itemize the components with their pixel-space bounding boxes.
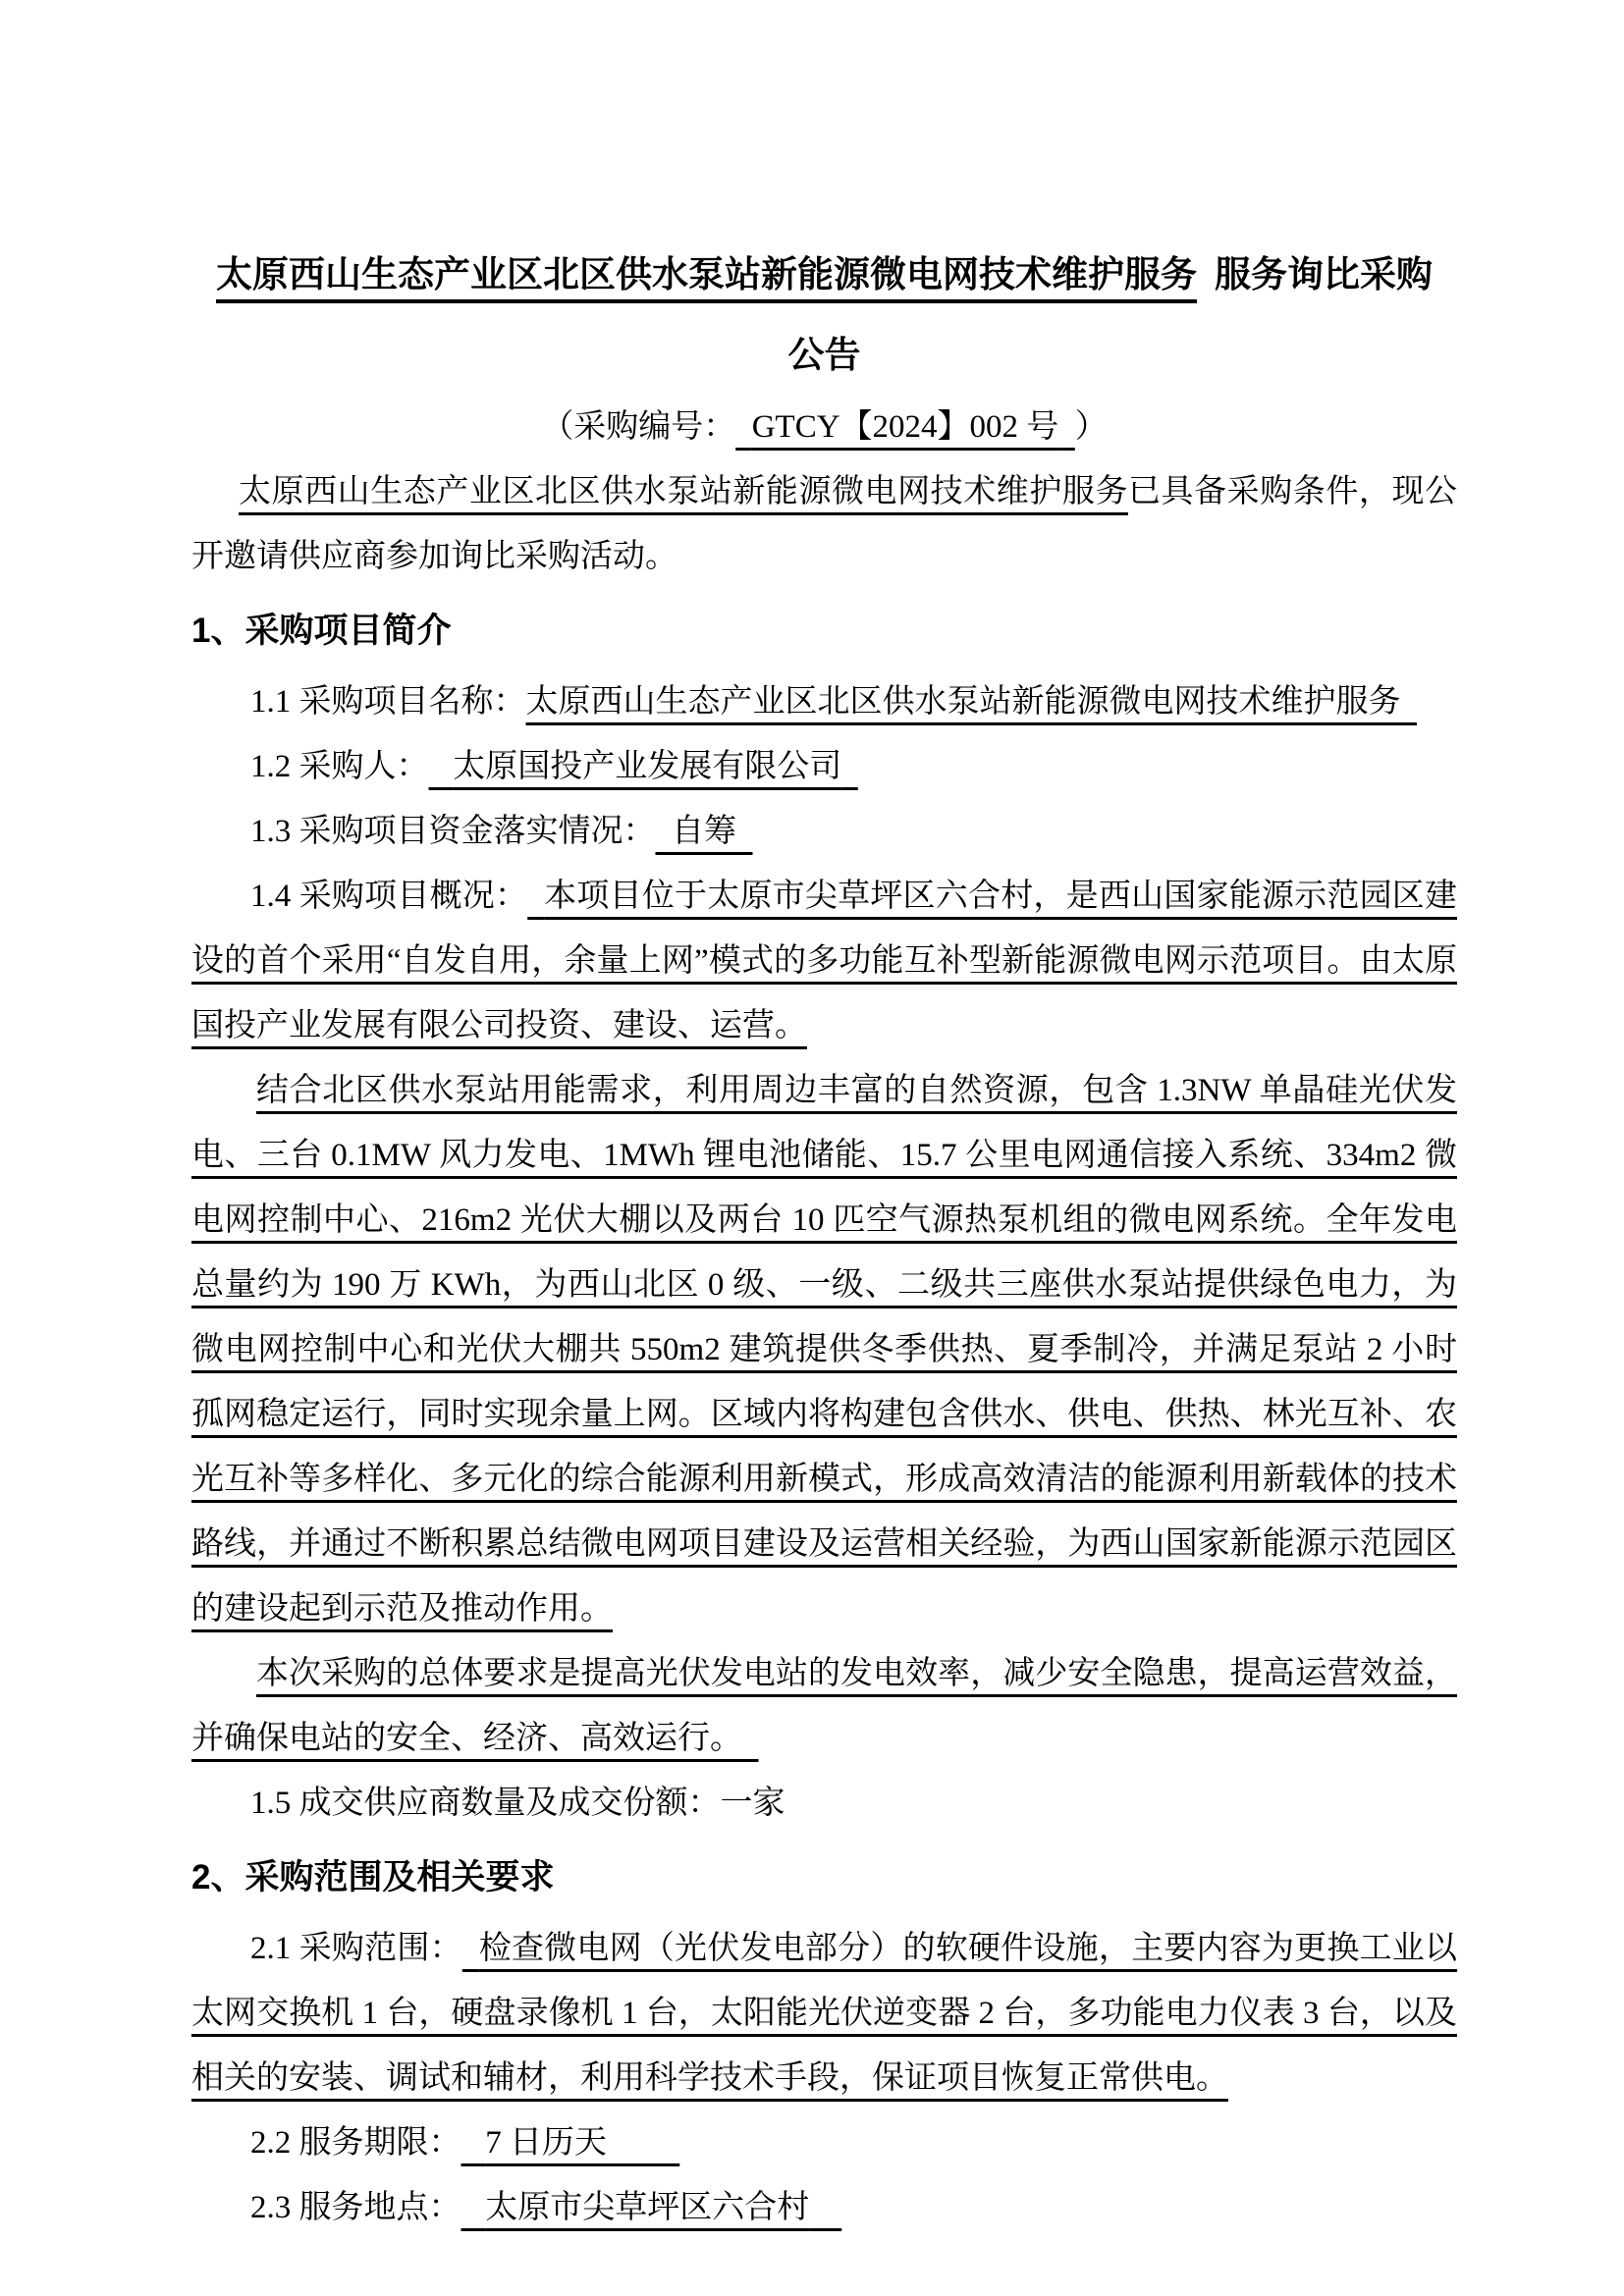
document-title-line-1 (191, 245, 1457, 306)
intro-project-name: 太原西山生态产业区北区供水泵站新能源微电网技术维护服务 (239, 474, 1128, 509)
item-2-2-value: 7 日历天 (485, 2125, 607, 2161)
item-2-3 (191, 2175, 1457, 2240)
section-2-heading: 2、采购范围及相关要求 (191, 1858, 555, 1896)
document-title-rest: 服务询比采购 (1215, 255, 1433, 295)
document-title-underlined: 太原西山生态产业区北区供水泵站新能源微电网技术维护服务 (216, 255, 1197, 295)
item-1-1 (191, 669, 1457, 734)
section-1-heading: 1、采购项目简介 (191, 612, 452, 650)
item-2-1 (191, 1916, 1457, 2110)
item-1-1-label: 1.1 采购项目名称： (250, 684, 526, 720)
item-1-5-label: 1.5 成交供应商数量及成交份额： (250, 1786, 721, 1821)
item-1-2-value: 太原国投产业发展有限公司 (453, 749, 842, 784)
item-1-5 (191, 1771, 1457, 1836)
item-2-1-value: 检查微电网（光伏发电部分）的软硬件设施，主要内容为更换工业以太网交换机 1 台，硬盘录像机 1 台，太阳能光伏逆变器 2 台，多功能电力仪表 3 台，以及相关的安装、调试和辅材，利用科学技术手段，保证项目恢复正常供电。 (191, 1931, 1458, 2096)
item-1-4-value: 本项目位于太原市尖草坪区六合村，是西山国家能源示范园区建设的首个采用“自发自用，余量上网”模式的多功能互补型新能源微电网示范项目。由太原国投产业发展有限公司投资、建设、运营。 (191, 879, 1458, 1043)
item-1-3-label: 1.3 采购项目资金落实情况： (250, 814, 656, 849)
item-1-4-label: 1.4 采购项目概况： (250, 879, 528, 914)
procurement-number-line (191, 395, 1457, 459)
item-2-3-label: 2.3 服务地点： (250, 2190, 461, 2225)
item-2-1-label: 2.1 采购范围： (250, 1931, 462, 1966)
item-1-1-value: 太原西山生态产业区北区供水泵站新能源微电网技术维护服务 (525, 684, 1401, 720)
intro-paragraph-rest: 已具备采购条件，现公开邀请供应商参加询比采购活动。 (191, 474, 1458, 574)
procurement-number-value: GTCY【2024】002 号 (751, 409, 1059, 445)
item-1-5-value: 一家 (720, 1786, 785, 1821)
item-1-2 (191, 734, 1457, 799)
item-2-2-label: 2.2 服务期限： (250, 2125, 461, 2161)
project-resources-paragraph (191, 1058, 1457, 1641)
project-resources-text: 结合北区供水泵站用能需求，利用周边丰富的自然资源，包含 1.3NW 单晶硅光伏发电、三台 0.1MW 风力发电、1MWh 锂电池储能、15.7 公里电网通信接入系统、334m2 微电网控制中心、216m2 光伏大棚以及两台 10 匹空气源热泵机组的微电网系统。全年发电总量约为 190 万 KWh，为西山北区 0 级、一级、二级共三座供水泵站提供绿色电力，为微电网控制中心和光伏大棚共 550m2 建筑提供冬季供热、夏季制冷，并满足泵站 2 小时孤网稳定运行，同时实现余量上网。区域内将构建包含供水、供电、供热、林光互补、农光互补等多样化、多元化的综合能源利用新模式，形成高效清洁的能源利用新载体的技术路线，并通过不断积累总结微电网项目建设及运营相关经验，为西山国家新能源示范园区的建设起到示范及推动作用。 (191, 1073, 1457, 1627)
procurement-number-suffix: ） (1074, 409, 1108, 445)
procurement-requirement-paragraph (191, 1641, 1457, 1771)
item-2-3-value: 太原市尖草坪区六合村 (485, 2190, 810, 2225)
intro-paragraph (191, 459, 1457, 589)
item-1-3-value: 自筹 (672, 814, 736, 849)
item-1-4 (191, 864, 1457, 1058)
item-1-3 (191, 799, 1457, 864)
procurement-requirement-text: 本次采购的总体要求是提高光伏发电站的发电效率，减少安全隐患，提高运营效益，并确保电站的安全、经济、高效运行。 (191, 1656, 1457, 1756)
item-2-2 (191, 2110, 1457, 2175)
item-1-2-label: 1.2 采购人： (250, 749, 429, 784)
document-title-line-2: 公告 (787, 336, 861, 376)
procurement-number-prefix: （采购编号： (541, 409, 736, 445)
